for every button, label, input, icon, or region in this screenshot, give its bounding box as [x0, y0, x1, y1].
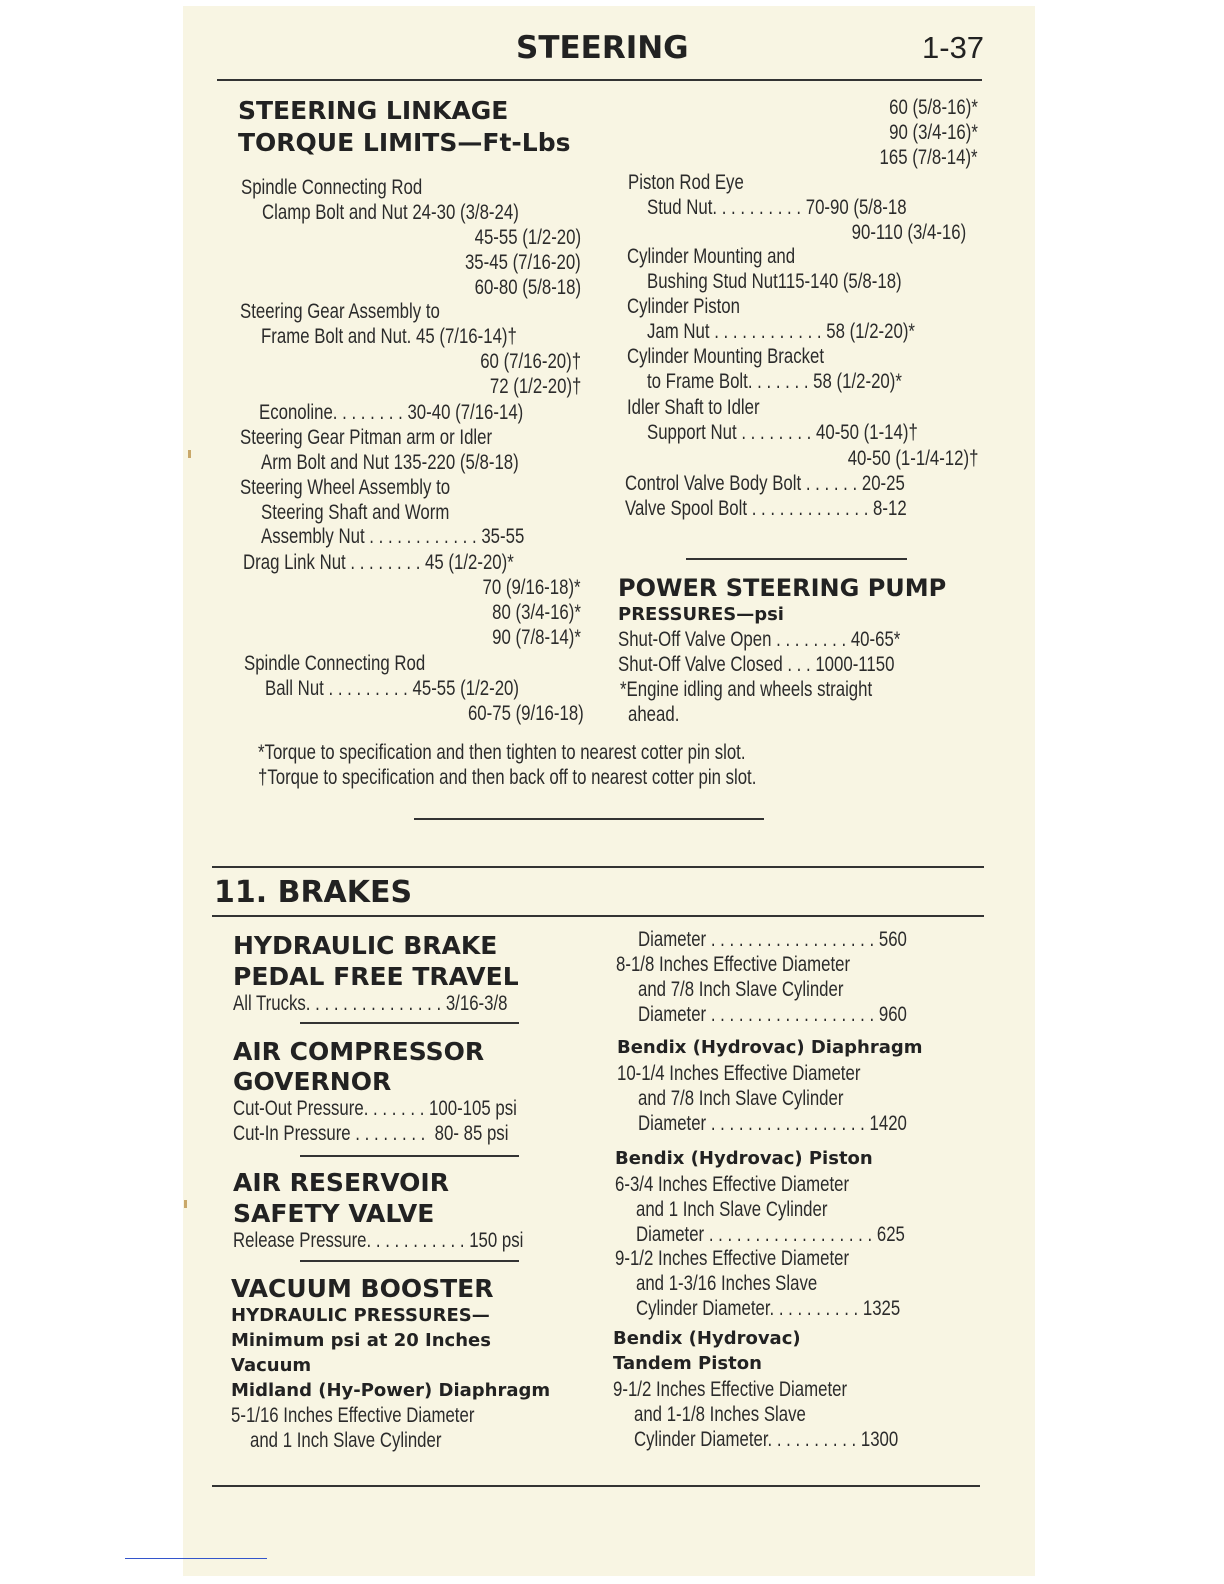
spec-line: and 7/8 Inch Slave Cylinder: [638, 1087, 844, 1110]
spec-line: Steering Shaft and Worm: [261, 501, 450, 524]
spec-line: Cut-In Pressure . . . . . . . . 80- 85 psi: [233, 1122, 509, 1145]
spec-line: Shut-Off Valve Closed . . . 1000-1150: [618, 653, 895, 676]
spec-line: *Engine idling and wheels straight: [620, 678, 873, 701]
spec-line: Clamp Bolt and Nut 24-30 (3/8-24): [262, 201, 519, 224]
hydraulic-brake-heading: HYDRAULIC BRAKE: [233, 931, 498, 960]
spec-line: Assembly Nut . . . . . . . . . . . . 35-55: [261, 525, 525, 548]
pedal-free-travel-heading: PEDAL FREE TRAVEL: [233, 962, 519, 991]
power-steering-subheading: PRESSURES—psi: [618, 604, 784, 625]
spec-line: Econoline. . . . . . . . 30-40 (7/16-14): [259, 401, 524, 424]
spec-line: Stud Nut. . . . . . . . . . 70-90 (5/8-18: [647, 196, 907, 219]
vacuum-subheading: Minimum psi at 20 Inches: [231, 1330, 491, 1351]
section-rule: [212, 1485, 980, 1487]
divider-line: [414, 818, 764, 820]
spec-line: Cylinder Mounting and: [627, 245, 796, 268]
torque-limits-heading: TORQUE LIMITS—Ft-Lbs: [238, 128, 571, 157]
spec-line: Cut-Out Pressure. . . . . . . 100-105 psi: [233, 1097, 517, 1120]
spec-line: 60 (5/8-16)*: [889, 96, 978, 119]
footnote: *Torque to specification and then tighten to nearest cotter pin slot.: [258, 741, 746, 764]
spec-line: and 1 Inch Slave Cylinder: [250, 1429, 442, 1452]
spec-line: ahead.: [628, 703, 680, 726]
divider-line: [300, 1022, 519, 1024]
air-reservoir-heading: AIR RESERVOIR: [233, 1168, 449, 1197]
divider-line: [300, 1260, 519, 1262]
header-rule: [217, 79, 982, 81]
spec-line: Steering Wheel Assembly to: [240, 476, 451, 499]
spec-line: Control Valve Body Bolt . . . . . . 20-25: [625, 472, 905, 495]
spec-line: 165 (7/8-14)*: [879, 146, 978, 169]
power-steering-heading: POWER STEERING PUMP: [618, 574, 947, 602]
safety-valve-heading: SAFETY VALVE: [233, 1199, 435, 1228]
spec-line: 9-1/2 Inches Effective Diameter: [613, 1378, 848, 1401]
spec-line: and 7/8 Inch Slave Cylinder: [638, 978, 844, 1001]
spec-line: Diameter . . . . . . . . . . . . . . . . . 1420: [638, 1112, 907, 1135]
brakes-section-title: 11. BRAKES: [214, 875, 413, 910]
spec-line: Cylinder Diameter. . . . . . . . . . 1300: [634, 1428, 899, 1451]
midland-heading: Midland (Hy-Power) Diaphragm: [231, 1380, 551, 1401]
spec-line: Jam Nut . . . . . . . . . . . . 58 (1/2-20)*: [647, 320, 915, 343]
footnote: †Torque to specification and then back off to nearest cotter pin slot.: [258, 766, 757, 789]
governor-heading: GOVERNOR: [233, 1067, 392, 1096]
spec-line: 8-1/8 Inches Effective Diameter: [616, 953, 851, 976]
spec-line: Cylinder Diameter. . . . . . . . . . 1325: [636, 1297, 901, 1320]
bendix-tandem-heading: Tandem Piston: [613, 1353, 762, 1374]
spec-line: 70 (9/16-18)*: [482, 576, 581, 599]
vacuum-subheading: Vacuum: [231, 1355, 312, 1376]
spec-line: 5-1/16 Inches Effective Diameter: [231, 1404, 475, 1427]
vacuum-subheading: HYDRAULIC PRESSURES—: [231, 1305, 490, 1326]
spec-line: Bushing Stud Nut115-140 (5/8-18): [647, 270, 902, 293]
spec-line: 72 (1/2-20)†: [489, 375, 581, 398]
spec-line: Diameter . . . . . . . . . . . . . . . . . . 625: [636, 1223, 905, 1246]
spec-line: Piston Rod Eye: [628, 171, 744, 194]
divider-line: [686, 558, 907, 560]
spec-line: 6-3/4 Inches Effective Diameter: [615, 1173, 850, 1196]
spec-line: Spindle Connecting Rod: [241, 176, 423, 199]
bendix-piston-heading: Bendix (Hydrovac) Piston: [615, 1148, 873, 1169]
spec-line: 10-1/4 Inches Effective Diameter: [617, 1062, 861, 1085]
spec-line: 90 (3/4-16)*: [889, 121, 978, 144]
vacuum-booster-heading: VACUUM BOOSTER: [231, 1274, 494, 1303]
spec-line: Valve Spool Bolt . . . . . . . . . . . . . 8-12: [625, 497, 907, 520]
spec-line: Arm Bolt and Nut 135-220 (5/8-18): [261, 451, 519, 474]
spec-line: Release Pressure. . . . . . . . . . . 150 psi: [233, 1229, 524, 1252]
spec-line: 60-80 (5/8-18): [474, 276, 581, 299]
margin-mark: [188, 450, 191, 458]
air-compressor-heading: AIR COMPRESSOR: [233, 1037, 485, 1066]
section-rule: [212, 915, 984, 917]
spec-line: and 1-1/8 Inches Slave: [634, 1403, 806, 1426]
spec-line: Support Nut . . . . . . . . 40-50 (1-14)†: [647, 421, 918, 444]
divider-line: [300, 1155, 519, 1157]
spec-line: 60 (7/16-20)†: [480, 350, 581, 373]
spec-line: Ball Nut . . . . . . . . . 45-55 (1/2-20): [265, 677, 519, 700]
bottom-underline: [125, 1558, 267, 1559]
spec-line: 40-50 (1-1/4-12)†: [847, 447, 978, 470]
spec-line: to Frame Bolt. . . . . . . 58 (1/2-20)*: [647, 370, 902, 393]
spec-line: 35-45 (7/16-20): [465, 251, 581, 274]
spec-line: Frame Bolt and Nut. 45 (7/16-14)†: [261, 325, 517, 348]
spec-line: Spindle Connecting Rod: [244, 652, 426, 675]
spec-line: All Trucks. . . . . . . . . . . . . . . 3/16-3/8: [233, 992, 508, 1015]
spec-line: and 1 Inch Slave Cylinder: [636, 1198, 828, 1221]
spec-line: Shut-Off Valve Open . . . . . . . . 40-65*: [618, 628, 901, 651]
section-rule: [212, 866, 984, 868]
spec-line: 9-1/2 Inches Effective Diameter: [615, 1247, 850, 1270]
spec-line: Diameter . . . . . . . . . . . . . . . . . . 960: [638, 1003, 907, 1026]
spec-line: Diameter . . . . . . . . . . . . . . . . . . 560: [638, 928, 907, 951]
margin-mark: [184, 1200, 187, 1208]
spec-line: and 1-3/16 Inches Slave: [636, 1272, 818, 1295]
spec-line: 60-75 (9/16-18): [468, 702, 584, 725]
spec-line: Drag Link Nut . . . . . . . . 45 (1/2-20)*: [243, 551, 514, 574]
spec-line: 45-55 (1/2-20): [474, 226, 581, 249]
spec-line: Idler Shaft to Idler: [627, 396, 760, 419]
page-title: STEERING: [516, 30, 689, 66]
spec-line: 90-110 (3/4-16): [851, 221, 966, 244]
spec-line: Steering Gear Pitman arm or Idler: [240, 426, 493, 449]
spec-line: Cylinder Mounting Bracket: [627, 345, 825, 368]
spec-line: Steering Gear Assembly to: [240, 300, 440, 323]
page-number: 1-37: [922, 30, 985, 65]
spec-line: 90 (7/8-14)*: [492, 626, 581, 649]
bendix-diaphragm-heading: Bendix (Hydrovac) Diaphragm: [617, 1037, 923, 1058]
bendix-tandem-heading: Bendix (Hydrovac): [613, 1328, 801, 1349]
steering-linkage-heading: STEERING LINKAGE: [238, 96, 509, 125]
spec-line: Cylinder Piston: [627, 295, 740, 318]
spec-line: 80 (3/4-16)*: [492, 601, 581, 624]
